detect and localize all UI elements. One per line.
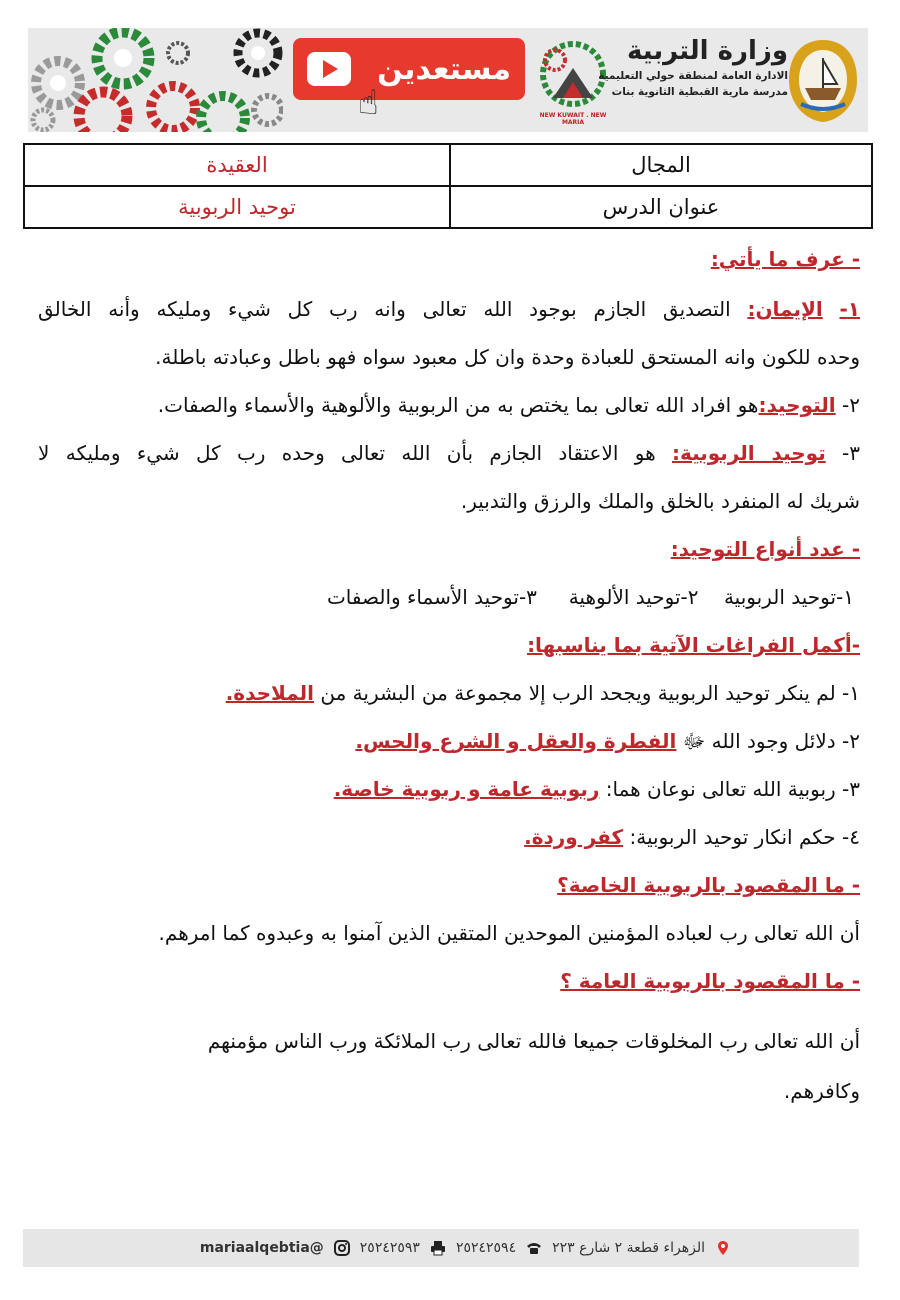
def3-term: توحيد الربوبية: <box>671 441 826 465</box>
definition-2 <box>158 390 860 420</box>
definition-3-cont: شريك له المنفرد بالخلق والملك والرزق والتدبير. <box>460 489 860 513</box>
general-question: - ما المقصود بالربوبية العامة ؟ <box>560 969 860 993</box>
lesson-info-table <box>23 143 873 229</box>
def2-number: ٢- <box>842 393 860 417</box>
domain-label: المجال <box>450 144 872 186</box>
def3-text-a: هو الاعتقاد الجازم بأن الله تعالى وحده رب كل شيء ومليكه لا <box>38 441 672 465</box>
footer-address: الزهراء قطعة ٢ شارع ٢٢٣ <box>552 1240 705 1256</box>
lesson-title-label: عنوان الدرس <box>450 186 872 228</box>
general-answer-1: أن الله تعالى رب المخلوقات جميعا فالله تعالى رب الملائكة ورب الناس مؤمنهم <box>207 1029 860 1053</box>
def1-number: ١- <box>839 297 861 321</box>
domain-value: العقيدة <box>24 144 450 186</box>
footer-bar <box>23 1229 859 1267</box>
definition-3 <box>38 438 860 468</box>
phone-icon <box>526 1240 542 1256</box>
gears-decoration <box>28 28 283 132</box>
fill3-answer: ربوبية عامة و ربوبية خاصة. <box>333 777 600 801</box>
footer-fax: ٢٥٢٤٢٥٩٣ <box>359 1240 420 1256</box>
footer-phone: ٢٥٢٤٢٥٩٤ <box>455 1240 517 1256</box>
pointer-hand-icon: ☝ <box>358 83 379 123</box>
fill-item-4: ٤- حكم انكار توحيد الربوبية: كفر وردة. <box>524 825 860 849</box>
fill-item-2: ٢- دلائل وجود الله ﷻ الفطرة والعقل و الشرع والحس. <box>355 729 860 753</box>
types-line: ١-توحيد الربوبية ٢-توحيد الألوهية ٣-توحيد الأسماء والصفات <box>326 585 854 609</box>
general-answer-2: وكافرهم. <box>783 1079 860 1103</box>
school-logo-caption: NEW KUWAIT . NEW MARIA <box>539 112 607 126</box>
fill-item-1: ١- لم ينكر توحيد الربوبية ويجحد الرب إلا مجموعة من البشرية من الملاحدة. <box>225 681 860 705</box>
fill2-answer: الفطرة والعقل و الشرع والحس. <box>355 729 677 753</box>
special-question: - ما المقصود بالربوبية الخاصة؟ <box>557 873 860 897</box>
definition-1-cont: وحده للكون وانه المستحق للعبادة وحدة وان كل معبود سواه فهو باطل وعبادته باطلة. <box>155 345 860 369</box>
def3-number: ٣- <box>842 441 860 465</box>
fax-icon <box>430 1240 446 1256</box>
ministry-line2: مدرسة مارية القبطية الثانوية بنات <box>611 86 788 98</box>
fill-heading: -أكمل الفراغات الآتية بما يناسبها: <box>527 633 860 657</box>
footer-instagram[interactable]: @mariaalqebtia <box>199 1240 324 1256</box>
table-row <box>24 144 872 186</box>
ministry-block <box>598 34 788 100</box>
kuwait-emblem-icon <box>783 36 863 126</box>
fill1-answer: الملاحدة. <box>225 681 315 705</box>
instagram-icon <box>334 1240 350 1256</box>
def2-text: هو افراد الله تعالى بما يختص به من الربوبية والألوهية والأسماء والصفات. <box>157 393 759 417</box>
fill4-answer: كفر وردة. <box>524 825 624 849</box>
ministry-title: وزارة التربية <box>626 36 788 66</box>
ministry-line1: الادارة العامة لمنطقة حولي التعليمية <box>598 70 788 82</box>
channel-text: مستعدين <box>377 51 511 87</box>
fill-item-3: ٣- ربوبية الله تعالى نوعان هما: ربوبية عامة و ربوبية خاصة. <box>333 777 860 801</box>
channel-button <box>293 38 525 100</box>
def1-text-a: التصديق الجازم بوجود الله تعالى وانه رب كل شيء ومليكه وأنه الخالق <box>38 297 748 321</box>
special-answer: أن الله تعالى رب لعباده المؤمنين الموحدين المتقين الذين آمنوا به وعبدوه كما امرهم. <box>158 921 860 945</box>
def2-term: التوحيد: <box>758 393 836 417</box>
header-banner <box>28 28 868 132</box>
play-icon <box>307 52 351 86</box>
location-pin-icon <box>715 1240 731 1256</box>
lesson-title-value: توحيد الربوبية <box>24 186 450 228</box>
define-heading: - عرف ما يأتي: <box>710 247 860 271</box>
def1-term: الإيمان: <box>747 297 823 321</box>
types-heading: - عدد أنواع التوحيد: <box>670 537 860 561</box>
table-row <box>24 186 872 228</box>
footer-content <box>200 1229 731 1267</box>
gear-icon <box>33 32 282 132</box>
definition-1 <box>38 294 860 324</box>
